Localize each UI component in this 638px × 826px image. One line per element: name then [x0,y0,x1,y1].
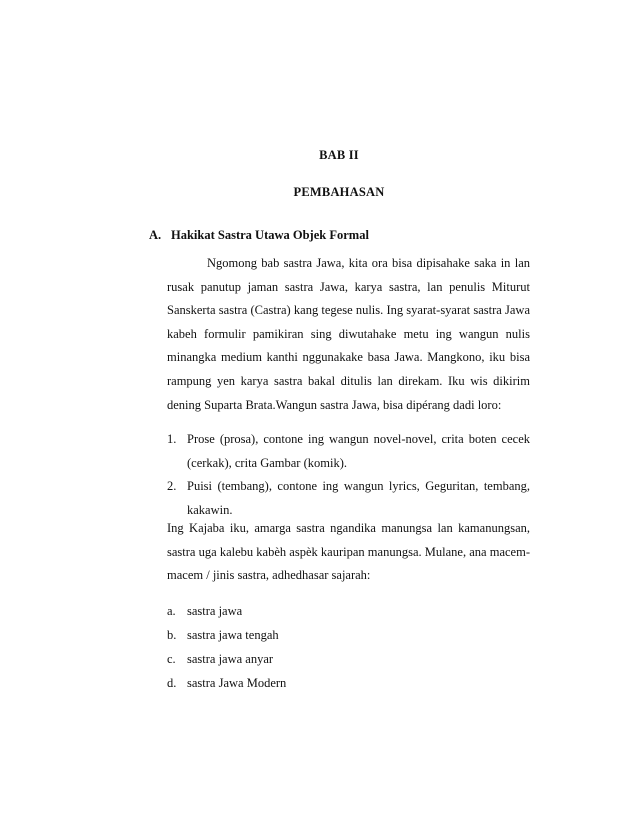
list-item-text: sastra Jawa Modern [187,676,287,690]
list-marker: a. [167,604,176,618]
chapter-title: PEMBAHASAN [293,185,385,199]
list-item-text: sastra jawa [187,604,243,618]
list-item-text: Prose (prosa), contone ing wangun novel-novel, crita boten cecek (cerkak), crita Gambar (komik). [187,432,530,470]
lettered-list [167,599,530,695]
section-letter: A. [149,228,162,242]
list-item-text: sastra jawa anyar [187,652,274,666]
paragraph-intro: Ngomong bab sastra Jawa, kita ora bisa dipisahake saka in lan rusak panutup jaman sastra Jawa, karya sastra, lan penulis Miturut Sanskerta sastra (Castra) kang tegese nulis. Ing syarat-syarat sastra Jawa kabeh formulir pamikiran sing diwutahake metu ing wangun nulis minangka medium kanthi nggunakake basa Jawa. Mangkono, iku bisa rampung yen karya sastra bakal ditulis lan direkam. Iku wis dikirim dening Suparta Brata.Wangun sastra Jawa, bisa dipérang dadi loro: [167,256,530,412]
section-title: Hakikat Sastra Utawa Objek Formal [171,228,369,242]
paragraph-kinds: Ing Kajaba iku, amarga sastra ngandika manungsa lan kamanungsan, sastra uga kalebu kabèh aspèk kauripan manungsa. Mulane, ana macem-macem / jinis sastra, adhedhasar sajarah: [167,521,530,583]
list-marker: d. [167,676,177,690]
list-item [167,599,530,623]
chapter-number: BAB II [319,148,359,162]
numbered-list [167,428,530,522]
list-item-text: sastra jawa tengah [187,628,279,642]
list-marker: 1. [167,432,177,446]
list-item [167,623,530,647]
list-item [167,647,530,671]
list-item [167,671,530,695]
list-marker: b. [167,628,177,642]
list-item [167,475,530,522]
list-item [167,428,530,475]
list-marker: 2. [167,479,177,494]
list-marker: c. [167,652,176,666]
list-item-text: Puisi (tembang), contone ing wangun lyrics, Geguritan, tembang, kakawin. [187,479,530,517]
